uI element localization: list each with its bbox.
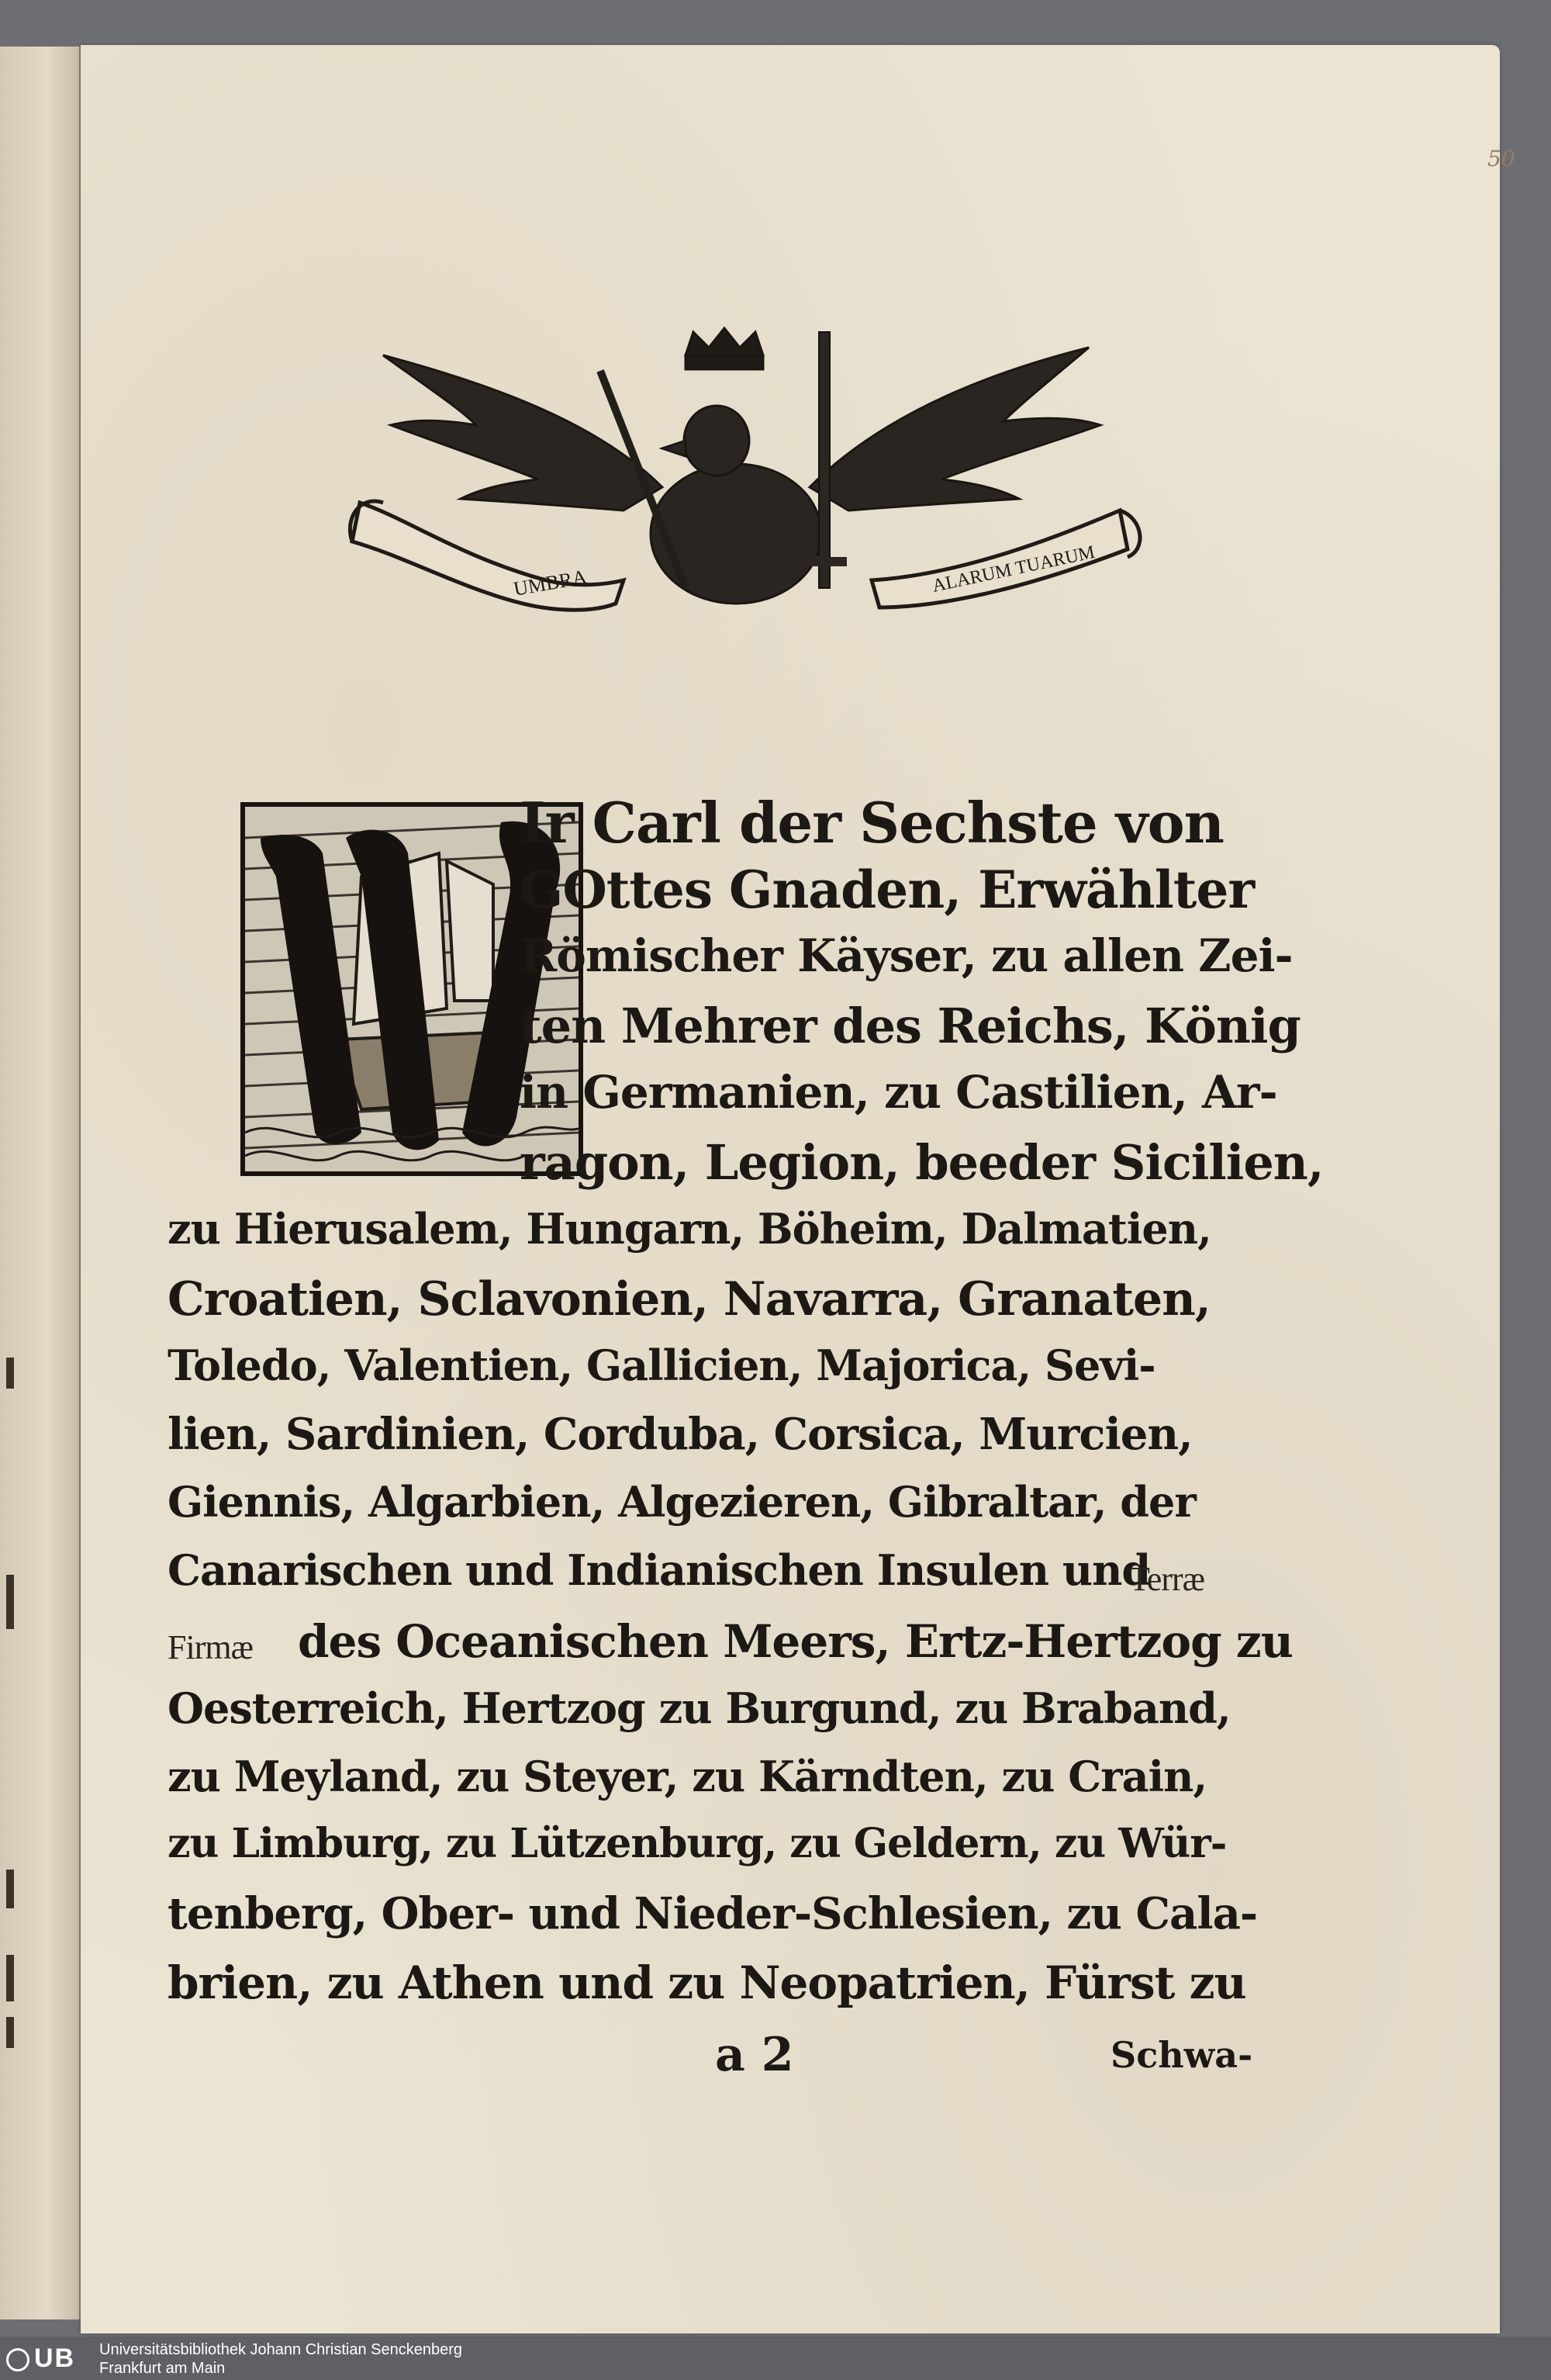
banner-right-text: ALARUM TUARUM — [930, 542, 1097, 597]
text-line-11: Giennis, Algarbien, Algezieren, Gibraltar, der — [168, 1477, 1196, 1527]
eagle-head — [684, 406, 749, 476]
text-line-18: brien, zu Athen und zu Neopatrien, Fürst zu — [168, 1956, 1246, 2009]
library-logo — [6, 2341, 92, 2375]
institution-name: Universitätsbibliothek Johann Christian Senckenberg — [99, 2341, 463, 2358]
text-line-16: zu Limburg, zu Lützenburg, zu Geldern, zu Wür- — [168, 1820, 1227, 1867]
left-banner — [350, 501, 624, 610]
text-line-10: lien, Sardinien, Corduba, Corsica, Murcien, — [168, 1409, 1193, 1460]
text-line-8: Croatien, Sclavonien, Navarra, Granaten, — [168, 1272, 1211, 1327]
text-line-13: des Oceanischen Meers, Ertz-Hertzog zu — [298, 1615, 1293, 1668]
text-line-17: tenberg, Ober- und Nieder-Schlesien, zu Cala- — [168, 1888, 1258, 1939]
left-wing — [383, 355, 662, 510]
decorated-initial — [240, 802, 583, 1176]
text-line-9: Toledo, Valentien, Gallicien, Majorica, Sevi- — [168, 1340, 1155, 1390]
previous-page-edge — [0, 47, 81, 2319]
ink-mark — [6, 1870, 14, 1908]
logo-text: UB — [34, 2344, 76, 2373]
text-line-5: in Germanien, zu Castilien, Ar- — [520, 1066, 1277, 1119]
text-line-12: Canarischen und Indianischen Insulen und — [168, 1545, 1151, 1595]
text-line-14: Oesterreich, Hertzog zu Burgund, zu Braband, — [168, 1683, 1231, 1733]
document-page — [81, 45, 1515, 2333]
ink-mark — [6, 1955, 14, 2001]
ink-mark — [6, 2017, 14, 2048]
text-line-1: Ir Carl der Sechste von — [520, 790, 1225, 856]
folio-number: 50 — [1487, 146, 1515, 171]
banner-left-text: UMBRA — [512, 565, 589, 600]
eagle-vignette — [344, 324, 1151, 635]
latin-word-firmae: Firmæ — [168, 1628, 253, 1666]
catchword: Schwa- — [1111, 2034, 1253, 2076]
right-wing — [810, 348, 1100, 510]
ink-mark — [6, 1575, 14, 1629]
right-banner — [872, 510, 1140, 607]
text-line-3: Römischer Käyser, zu allen Zei- — [520, 929, 1293, 982]
text-line-2: GOttes Gnaden, Erwählter — [520, 860, 1255, 920]
eagle-body — [651, 464, 821, 604]
text-line-15: zu Meyland, zu Steyer, zu Kärndten, zu Crain, — [168, 1752, 1207, 1801]
ink-mark — [6, 1358, 14, 1389]
institution-city: Frankfurt am Main — [99, 2360, 226, 2377]
text-line-6: ragon, Legion, beeder Sicilien, — [520, 1134, 1324, 1191]
latin-word-terrae: Terræ — [1129, 1560, 1204, 1598]
crown-icon — [686, 328, 763, 355]
logo-circle-icon — [6, 2348, 29, 2371]
text-line-7: zu Hierusalem, Hungarn, Böheim, Dalmatien, — [168, 1204, 1211, 1254]
text-line-4: ten Mehrer des Reichs, König — [520, 998, 1301, 1054]
signature-mark: a 2 — [715, 2028, 794, 2082]
library-footer — [0, 2337, 1551, 2380]
